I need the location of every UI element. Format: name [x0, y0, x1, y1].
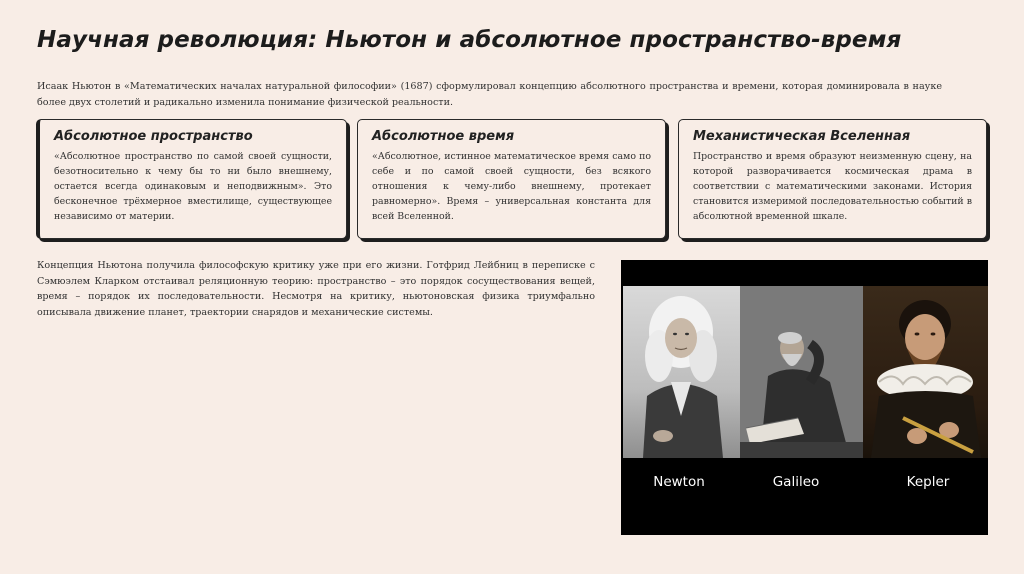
card-text: «Абсолютное, истинное математическое время само по себе и по самой своей сущности, без всякого отношения к чему-либо внешнему, протекает равномерно». Время – универсальная константа для всей Вселенной. — [372, 151, 651, 222]
intro-paragraph: Исаак Ньютон в «Математических началах натуральной философии» (1687) сформулировал концепцию абсолютного пространства и времени, которая доминировала в науке более двух столетий и радикально изменила понимание физической реальности. — [37, 81, 942, 108]
caption-kepler: Kepler — [906, 474, 950, 490]
card-text: Пространство и время образуют неизменную сцену, на которой разворачивается космическая драма в соответствии с математическими законами. История становится измеримой последовательностью событий в абсолютной временной шкале. — [693, 151, 972, 222]
scientists-portrait-image — [621, 260, 988, 535]
page-title: Научная революция: Ньютон и абсолютное пространство-время — [37, 27, 902, 53]
body-paragraph: Концепция Ньютона получила философскую критику уже при его жизни. Готфрид Лейбниц в переписке с Сэмюэлем Кларком отстаивал реляционную теорию: пространство – это порядок сосуществования вещей, время – порядок их последовательности. Несмотря на критику, ньютоновская физика триумфально описывала движение планет, траектории снарядов и механические системы. — [37, 260, 595, 318]
card-heading: Абсолютное время — [372, 129, 515, 144]
card-text: «Абсолютное пространство по самой своей сущности, безотносительно к чему бы то ни было внешнему, остается всегда одинаковым и неподвижным». Это бесконечное трёхмерное вместилище, существующее независимо от материи. — [54, 151, 332, 222]
newton-portrait — [623, 286, 740, 458]
caption-newton: Newton — [653, 474, 705, 490]
card-heading: Механистическая Вселенная — [693, 129, 911, 144]
card-heading: Абсолютное пространство — [54, 129, 253, 144]
card-mechanistic-universe — [678, 119, 987, 239]
card-absolute-space — [36, 119, 347, 239]
galileo-portrait — [740, 286, 863, 458]
caption-galileo: Galileo — [772, 474, 820, 490]
card-absolute-time — [357, 119, 666, 239]
kepler-portrait — [863, 286, 988, 458]
